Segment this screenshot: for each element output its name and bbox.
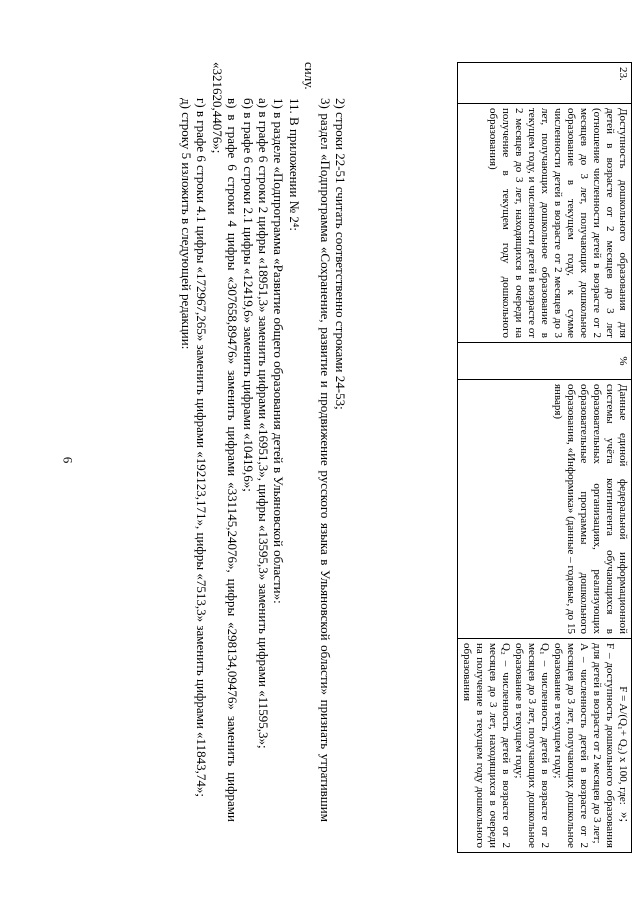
- formula-legend-f: F – доступность дошкольного образования для детей в возрасте от 2 месяцев до 3 лет;: [591, 643, 616, 848]
- formula-cell: [458, 639, 632, 853]
- paragraph: 1) в разделе «Подпрограмма «Развитие общего образования детей в Ульяновской области»:: [271, 98, 287, 604]
- data-source-cell: Данные единой федеральной информационной системы учёта контингента обучающихся в образовательных организациях, реализующих образовательные программы дошкольного образования, «Информика» (данные – годовые, до 15 января): [458, 380, 632, 639]
- paragraph: в) в графе 6 строки 4 цифры «307658,89476» заменить цифрами «331145,24076», цифры «298134,09476» заменить цифрами «321620,44076»;: [209, 62, 241, 822]
- paragraph: 2) строки 22-51 считать соответственно строками 24-53;: [333, 98, 348, 410]
- table-row: [458, 63, 632, 853]
- paragraph: г) в графе 6 строки 4.1 цифры «172967,265» заменить цифрами «192123,171», цифры «7513,3» заменить цифрами «11843,74»;: [194, 98, 210, 797]
- page-number: 6: [60, 456, 76, 464]
- indicator-name-cell: Доступность дошкольного образования для детей в возрасте от 2 месяцев до 3 лет (отношение численности детей в возрасте от 2 месяцев до 3 лет, получающих дошкольное образование в текущем году, к сумме численности детей в возрасте от 2 месяцев до 3 лет, получающих дошкольное образование в текущем году, и численности детей в возрасте от 2 месяцев до 3 лет, находящихся в очереди на получение в текущем году дошкольного образования): [458, 104, 632, 343]
- formula-legend-q2: Q₂ – численность детей в возрасте от 2 месяцев до 3 лет, находящихся в очереди на получение в текущем году дошкольного образования: [461, 643, 512, 848]
- formula-legend-q1: Q₁ – численность детей в возрасте от 2 месяцев до 3 лет, получающих дошкольное образование в текущем году;: [513, 643, 551, 848]
- amendments-text: [179, 62, 348, 822]
- table-closing-mark: »;: [618, 812, 633, 823]
- formula-legend-a: A – численность детей в возрасте от 2 месяцев до 3 лет, получающих дошкольное образование в текущем году;: [552, 643, 590, 848]
- indicators-table: [457, 62, 632, 853]
- row-number-cell: 23.: [458, 63, 632, 104]
- paragraph: 11. В приложении № 2⁴:: [286, 98, 302, 232]
- paragraph: д) строку 5 изложить в следующей редакции:: [178, 98, 194, 350]
- paragraph: а) в графе 6 строки 2 цифры «18951,3» заменить цифрами «16951,3», цифры «13595,3» заменить цифрами «11595,3»;: [255, 98, 271, 749]
- paragraph: б) в графе 6 строки 2.1 цифры «12419,6» заменить цифрами «10419,6»;: [240, 98, 256, 492]
- formula: F = A/(Q₁+ Q₂) х 100, где:: [617, 686, 629, 805]
- rotated-page-content: [80, 52, 640, 852]
- unit-cell: %: [458, 343, 632, 380]
- paragraph: 3) раздел «Подпрограмма «Сохранение, развитие и продвижение русского языка в Ульяновской области» признать утратившим силу.: [302, 62, 333, 822]
